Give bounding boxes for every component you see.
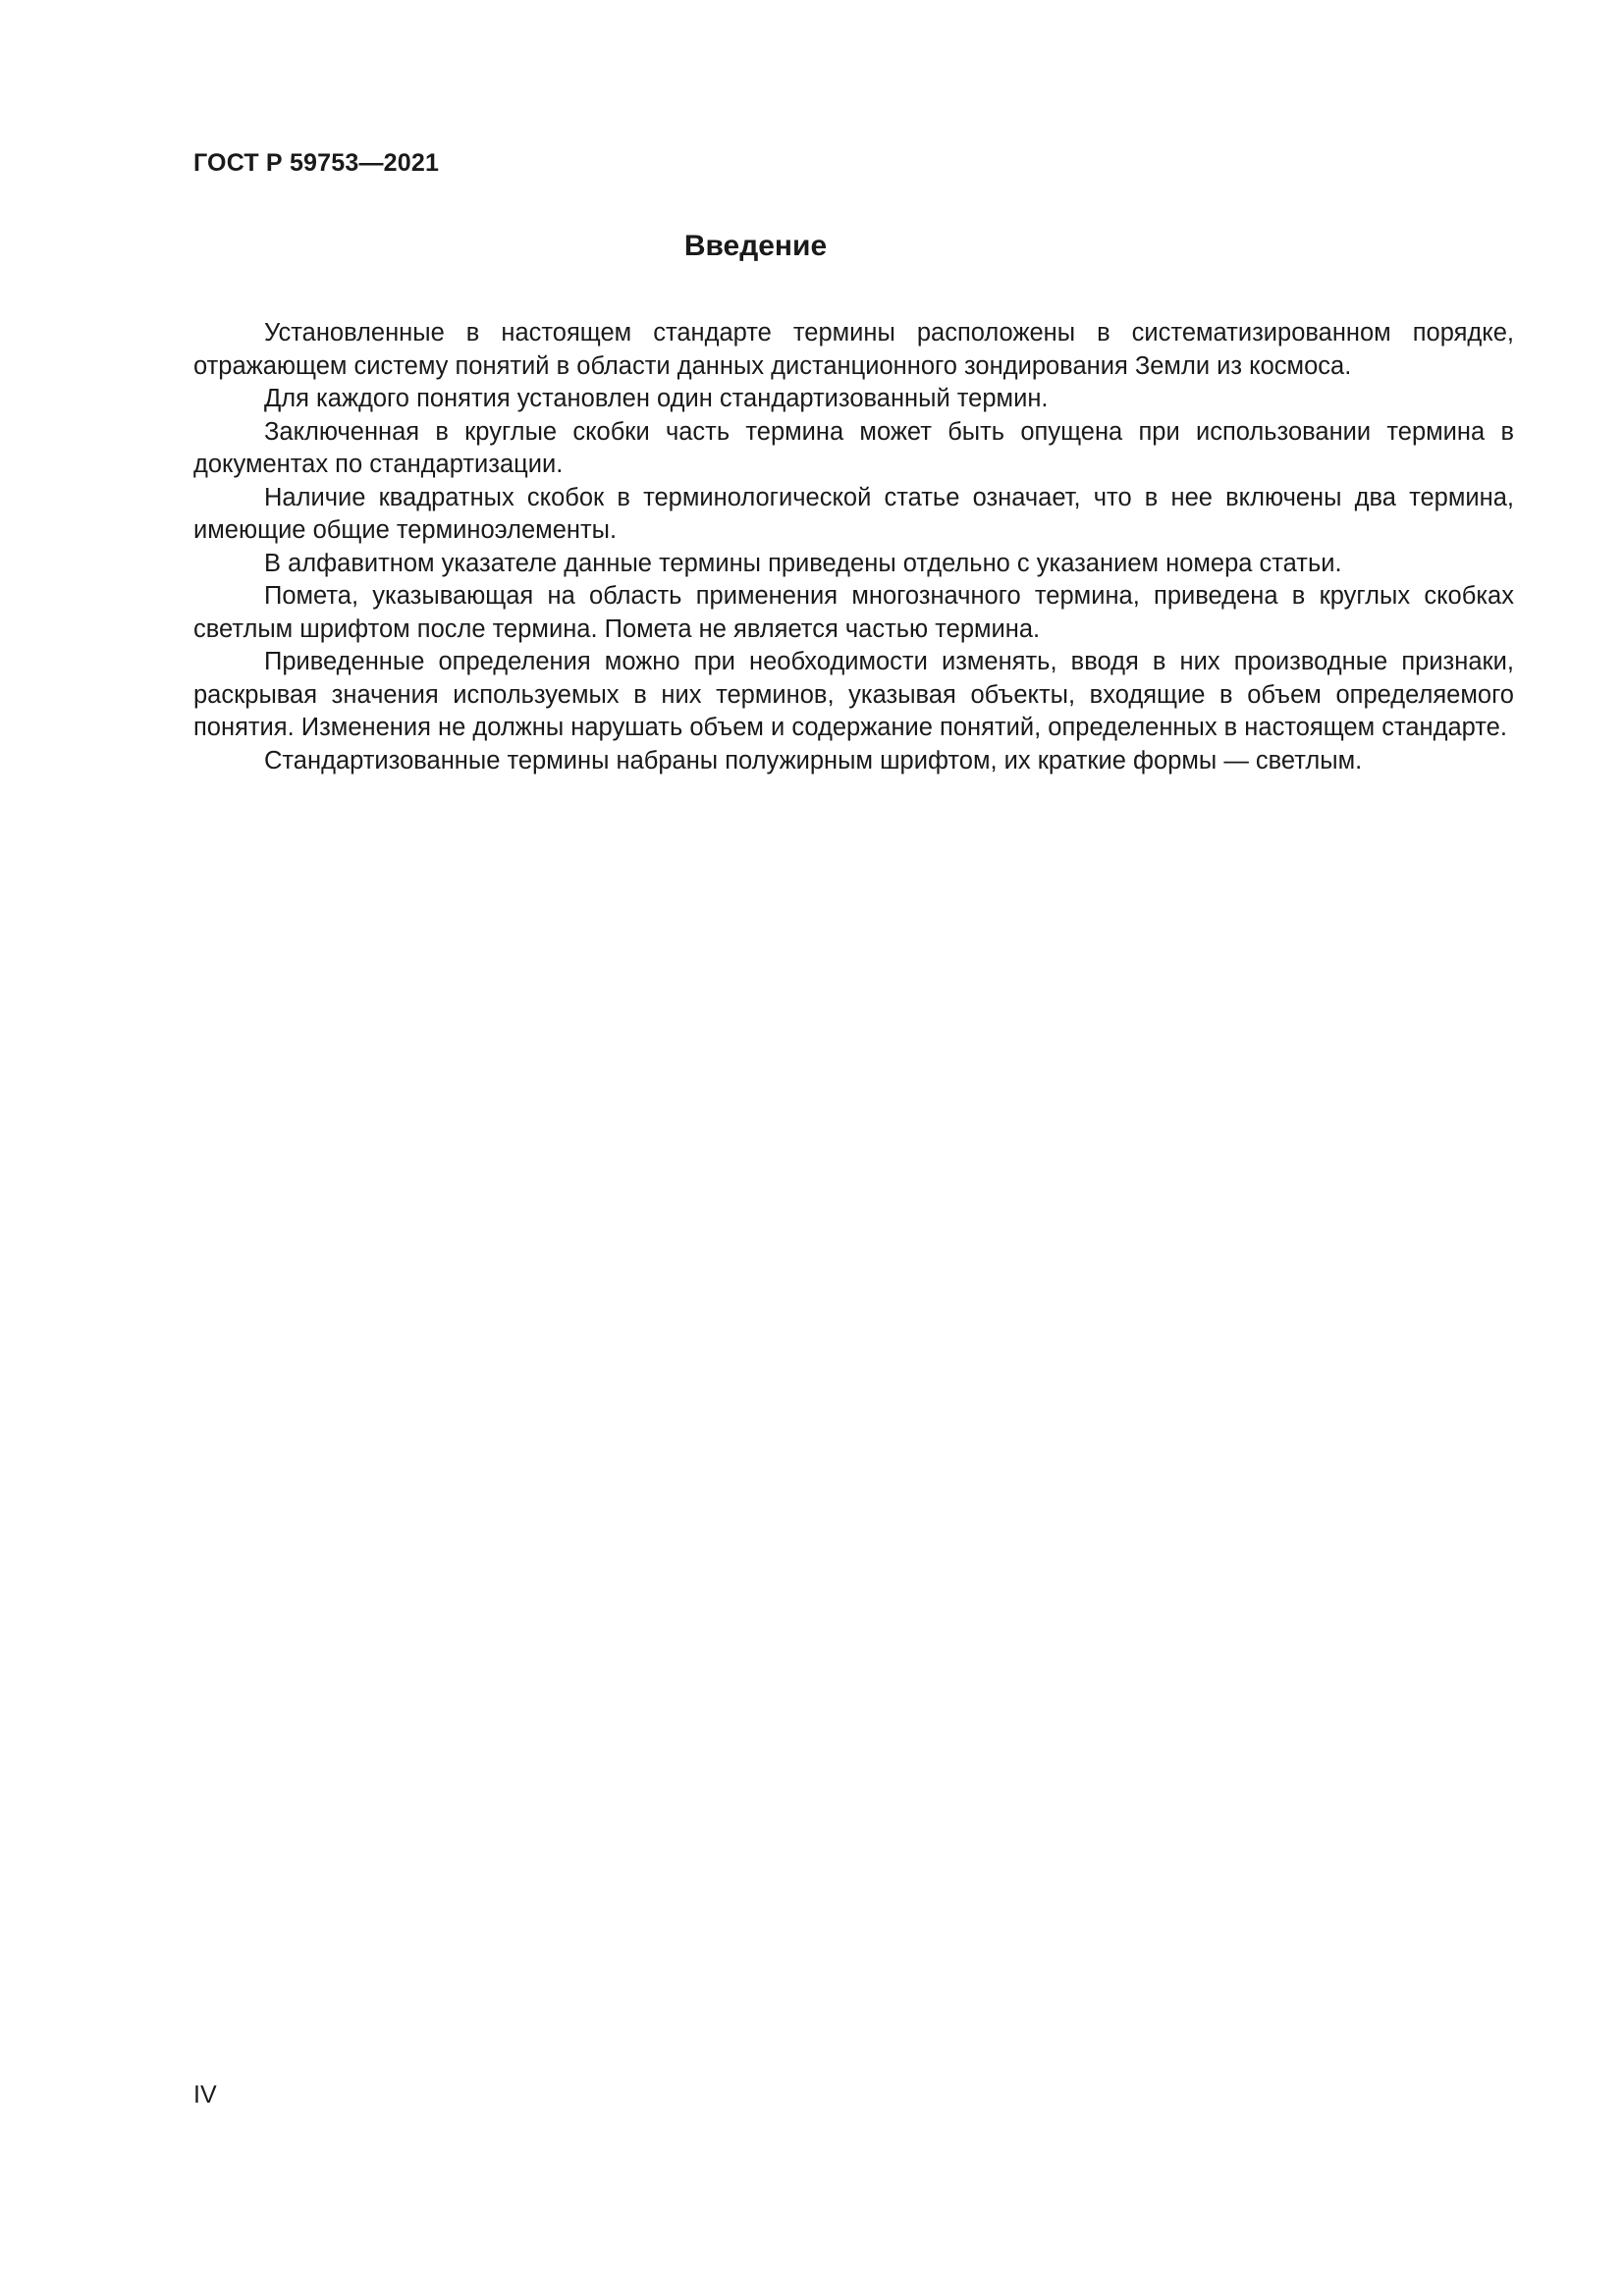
page-number: IV <box>193 2081 217 2109</box>
paragraph: Заключенная в круглые скобки часть термина может быть опущена при использовании термина в документах по стандартизации. <box>193 417 1514 478</box>
introduction-body <box>193 317 1514 777</box>
document-code: ГОСТ Р 59753—2021 <box>193 149 440 177</box>
paragraph: В алфавитном указателе данные термины приведены отдельно с указанием номера статьи. <box>264 549 1342 577</box>
section-title: Введение <box>683 230 828 262</box>
paragraph: Приведенные определения можно при необходимости изменять, вводя в них производные признаки, раскрывая значения используемых в них терминов, указывая объекты, входящие в объем определяемого понятия. Изменения не должны нарушать объем и содержание понятий, определенных в настоящем стандарте. <box>193 648 1514 741</box>
paragraph: Стандартизованные термины набраны полужирным шрифтом, их краткие формы — светлым. <box>264 746 1363 774</box>
paragraph: Помета, указывающая на область применения многозначного термина, приведена в круглых скобках светлым шрифтом после термина. Помета не является частью термина. <box>193 582 1514 643</box>
paragraph: Наличие квадратных скобок в терминологической статье означает, что в нее включены два термина, имеющие общие терминоэлементы. <box>193 483 1514 544</box>
paragraph: Для каждого понятия установлен один стандартизованный термин. <box>264 385 1049 412</box>
paragraph: Установленные в настоящем стандарте термины расположены в систематизированном порядке, отражающем систему понятий в области данных дистанционного зондирования Земли из космоса. <box>193 319 1514 380</box>
